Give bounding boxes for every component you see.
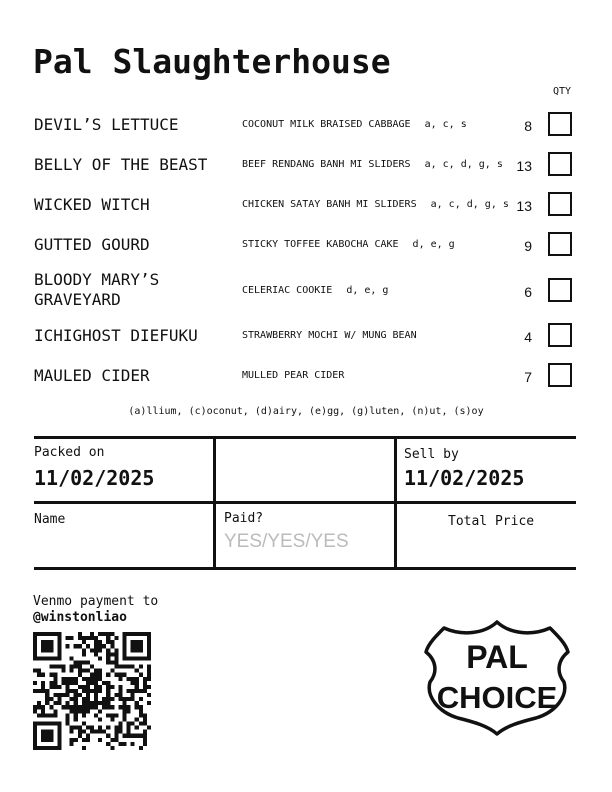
pal-choice-logo [418,616,576,738]
item-allergens: d, e, g [412,239,455,250]
item-qty: 6 [524,284,532,300]
qty-checkbox[interactable] [548,278,572,302]
name-label: Name [34,512,66,527]
venmo-info [33,594,158,626]
item-qty: 4 [524,329,532,345]
qty-checkbox[interactable] [548,363,572,387]
item-name: MAULED CIDER [34,366,150,385]
item-allergens: a, c, d, g, s [424,159,503,170]
item-name: GUTTED GOURD [34,235,150,254]
qty-checkbox[interactable] [548,152,572,176]
qty-checkbox[interactable] [548,323,572,347]
item-name: DEVIL’S LETTUCE [34,115,179,134]
paid-value: YES/YES/YES [224,531,349,552]
packed-date: 11/02/2025 [34,466,155,490]
item-description: CELERIAC COOKIE d, e, g [242,285,389,296]
item-allergens: d, e, g [346,285,389,296]
item-name: ICHIGHOST DIEFUKU [34,326,198,345]
table-divider [34,567,576,570]
item-description: BEEF RENDANG BANH MI SLIDERS a, c, d, g, s [242,159,503,170]
table-divider [34,501,576,504]
item-description: MULLED PEAR CIDER [242,370,345,381]
item-qty: 13 [516,198,532,214]
page-title: Pal Slaughterhouse [33,42,391,81]
sell-by-label: Sell by [404,447,459,462]
item-name: BLOODY MARY’S GRAVEYARD [34,270,160,309]
qty-checkbox[interactable] [548,232,572,256]
item-qty: 9 [524,238,532,254]
table-divider [213,436,216,570]
qty-header: QTY [553,86,572,97]
logo-line2: CHOICE [436,680,558,715]
item-qty: 8 [524,118,532,134]
table-divider [34,436,576,439]
packed-label: Packed on [34,445,105,460]
item-description: STRAWBERRY MOCHI W/ MUNG BEAN [242,330,417,341]
qty-checkbox[interactable] [548,192,572,216]
logo-line1: PAL [466,639,528,675]
item-allergens: a, c, s [424,119,467,130]
sell-by-date: 11/02/2025 [404,466,525,490]
qty-checkbox[interactable] [548,112,572,136]
item-qty: 13 [516,158,532,174]
item-name: WICKED WITCH [34,195,150,214]
table-divider [394,436,397,570]
item-description: STICKY TOFFEE KABOCHA CAKE d, e, g [242,239,455,250]
item-description: COCONUT MILK BRAISED CABBAGE a, c, s [242,119,467,130]
allergen-legend: (a)llium, (c)oconut, (d)airy, (e)gg, (g)luten, (n)ut, (s)oy [128,406,484,417]
qr-code-icon[interactable] [33,632,151,750]
paid-label: Paid? [224,511,264,526]
item-qty: 7 [524,369,532,385]
item-description: CHICKEN SATAY BANH MI SLIDERS a, c, d, g, s [242,199,509,210]
venmo-handle: @winstonliao [33,610,127,625]
item-name: BELLY OF THE BEAST [34,155,208,174]
total-price-label: Total Price [448,514,535,529]
venmo-label: Venmo payment to [33,594,159,609]
item-allergens: a, c, d, g, s [430,199,509,210]
